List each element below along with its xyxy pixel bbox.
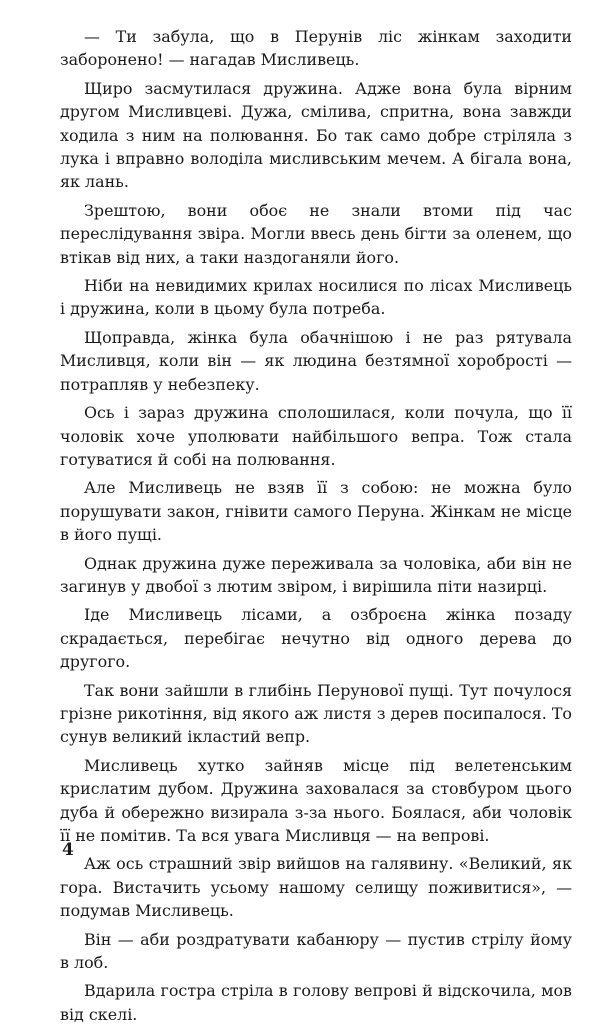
page-number: 4 <box>62 840 74 860</box>
page-body <box>60 25 572 1031</box>
paragraph: Ось і зараз дружина сполошилася, коли почула, що її чоловік хоче уполювати найбільшого вепра. Тож стала готуватися й собі на полювання. <box>60 403 572 469</box>
paragraph: Однак дружина дуже переживала за чоловіка, аби він не загинув у двобої з лютим звіром, і вирішила піти назирці. <box>60 553 572 596</box>
paragraph: Так вони зайшли в глибінь Перунової пущі. Тут почулося грізне рикотіння, від якого аж листя з дерев посипалося. То сунув великий ікластий вепр. <box>60 680 572 747</box>
paragraph: Аж ось страшний звір вийшов на галявину. «Великий, як гора. Вистачить усьому нашому селищу поживитися», — подумав Мисливець. <box>60 854 572 921</box>
paragraph: Ніби на невидимих крилах носилися по лісах Мисливець і дружина, коли в цьому була потреба. <box>60 276 572 319</box>
paragraph: Іде Мисливець лісами, а озброєна жінка позаду скрадається, перебігає нечутно від одного дерева до другого. <box>60 605 572 672</box>
paragraph: Щоправда, жінка була обачнішою і не раз рятувала Мисливця, коли він — як людина безтямної хоробрості — потрапляв у небезпеку. <box>60 327 572 394</box>
paragraph: Вдарила гостра стріла в голову вепрові й відскочила, мов від скелі. <box>60 981 572 1024</box>
paragraph: Він — аби роздратувати кабанюру — пустив стрілу йому в лоб. <box>60 929 572 973</box>
paragraph: — Ти забула, що в Перунів ліс жінкам заходити заборонено! — нагадав Мисливець. <box>60 27 572 70</box>
paragraph: Мисливець хутко зайняв місце під велетенським крислатим дубом. Дружина заховалася за стовбуром цього дуба й обережно визирала з-за нього. Боялася, аби чоловік її не помітив. Та вся увага Мисливця — на вепрові. <box>60 755 572 845</box>
paragraph: Але Мисливець не взяв її з собою: не можна було порушувати закон, гнівити самого Перуна. Жінкам не місце в його пущі. <box>60 478 572 545</box>
paragraph: Щиро засмутилася дружина. Адже вона була вірним другом Мисливцеві. Дужа, смілива, спритна, вона завжди ходила з ним на полювання. Бо так само добре стріляла з лука і вправно володіла мисливським мечем. А бігала вона, як лань. <box>60 78 572 192</box>
paragraph: Зрештою, вони обоє не знали втоми під час переслідування звіра. Могли ввесь день бігти за оленем, що втікав від них, а таки наздоганяли його. <box>60 200 572 267</box>
